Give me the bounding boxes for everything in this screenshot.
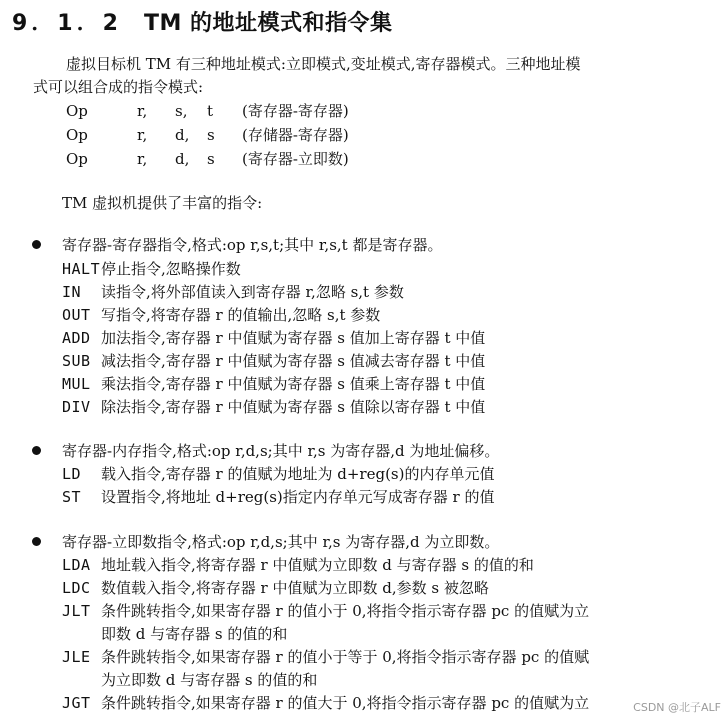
- section-number: 9．1．2: [12, 11, 122, 36]
- group-title-register-immediate: 寄存器-立即数指令,格式:op r,d,s;其中 r,s 为寄存器,d 为立即数。: [62, 533, 500, 551]
- instruction-code: JLT: [62, 602, 91, 620]
- instruction-description: 停止指令,忽略操作数: [101, 260, 241, 278]
- instruction-code: LDC: [62, 579, 91, 597]
- section-heading: [12, 6, 393, 37]
- mode-op: Op: [66, 150, 88, 168]
- watermark: CSDN @北子ALF: [633, 701, 721, 714]
- mode-arg-2: d,: [175, 126, 190, 144]
- mode-arg-3: s: [207, 126, 215, 144]
- instruction-code: JLE: [62, 648, 91, 666]
- bullet-icon: [32, 240, 41, 249]
- instruction-code: SUB: [62, 352, 91, 370]
- instruction-code: ST: [62, 488, 82, 506]
- instruction-description: 条件跳转指令,如果寄存器 r 的值小于等于 0,将指令指示寄存器 pc 的值赋: [101, 648, 590, 666]
- mode-arg-2: s,: [175, 102, 188, 120]
- mode-op: Op: [66, 102, 88, 120]
- instruction-description: 减法指令,寄存器 r 中值赋为寄存器 s 值减去寄存器 t 中值: [101, 352, 486, 370]
- bullet-icon: [32, 446, 41, 455]
- intro-paragraph-line-1: 虚拟目标机 TM 有三种地址模式:立即模式,变址模式,寄存器模式。三种地址模: [66, 55, 581, 73]
- mode-arg-1: r,: [137, 126, 148, 144]
- instruction-description: 地址载入指令,将寄存器 r 中值赋为立即数 d 与寄存器 s 的值的和: [101, 556, 534, 574]
- instruction-description: 写指令,将寄存器 r 的值输出,忽略 s,t 参数: [101, 306, 381, 324]
- group-title-register-memory: 寄存器-内存指令,格式:op r,d,s;其中 r,s 为寄存器,d 为地址偏移。: [62, 442, 500, 460]
- mode-arg-1: r,: [137, 150, 148, 168]
- instruction-code: MUL: [62, 375, 91, 393]
- section-title: TM 的地址模式和指令集: [143, 11, 393, 36]
- rich-instructions-text: TM 虚拟机提供了丰富的指令:: [62, 194, 263, 212]
- instruction-description: 乘法指令,寄存器 r 中值赋为寄存器 s 值乘上寄存器 t 中值: [101, 375, 486, 393]
- mode-description: (寄存器-寄存器): [242, 102, 349, 120]
- mode-description: (存储器-寄存器): [242, 126, 349, 144]
- intro-paragraph-line-2: 式可以组合成的指令模式:: [33, 78, 204, 96]
- instruction-code: ADD: [62, 329, 91, 347]
- instruction-code: LDA: [62, 556, 91, 574]
- instruction-code: OUT: [62, 306, 91, 324]
- instruction-description: 条件跳转指令,如果寄存器 r 的值小于 0,将指令指示寄存器 pc 的值赋为立: [101, 602, 590, 620]
- instruction-code: IN: [62, 283, 82, 301]
- mode-op: Op: [66, 126, 88, 144]
- mode-arg-3: s: [207, 150, 215, 168]
- instruction-description: 加法指令,寄存器 r 中值赋为寄存器 s 值加上寄存器 t 中值: [101, 329, 486, 347]
- instruction-description: 读指令,将外部值读入到寄存器 r,忽略 s,t 参数: [101, 283, 404, 301]
- instruction-description: 设置指令,将地址 d+reg(s)指定内存单元写成寄存器 r 的值: [101, 488, 495, 506]
- instruction-code: DIV: [62, 398, 91, 416]
- instruction-description: 除法指令,寄存器 r 中值赋为寄存器 s 值除以寄存器 t 中值: [101, 398, 486, 416]
- group-title-register-register: 寄存器-寄存器指令,格式:op r,s,t;其中 r,s,t 都是寄存器。: [62, 236, 443, 254]
- instruction-description-continued: 为立即数 d 与寄存器 s 的值的和: [101, 671, 318, 689]
- mode-arg-3: t: [207, 102, 214, 120]
- mode-arg-1: r,: [137, 102, 148, 120]
- instruction-description: 载入指令,寄存器 r 的值赋为地址为 d+reg(s)的内存单元值: [101, 465, 495, 483]
- instruction-description: 数值载入指令,将寄存器 r 中值赋为立即数 d,参数 s 被忽略: [101, 579, 489, 597]
- instruction-description: 条件跳转指令,如果寄存器 r 的值大于 0,将指令指示寄存器 pc 的值赋为立: [101, 694, 590, 712]
- instruction-code: HALT: [62, 260, 101, 278]
- bullet-icon: [32, 537, 41, 546]
- mode-arg-2: d,: [175, 150, 190, 168]
- mode-description: (寄存器-立即数): [242, 150, 349, 168]
- instruction-code: LD: [62, 465, 82, 483]
- instruction-code: JGT: [62, 694, 91, 712]
- instruction-description-continued: 即数 d 与寄存器 s 的值的和: [101, 625, 288, 643]
